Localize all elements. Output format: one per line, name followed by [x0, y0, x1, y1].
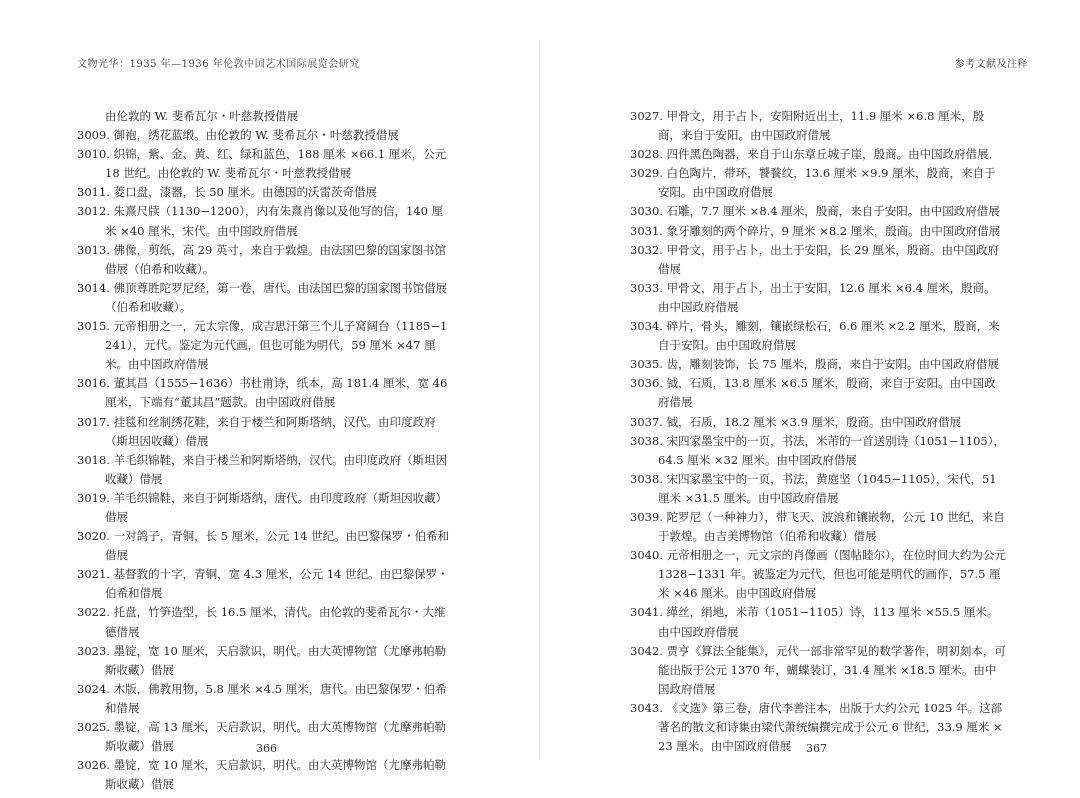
list-item: 3013. 佛像，剪纸，高 29 英寸，来自于敦煌。由法国巴黎的国家图书馆借展（伯希和收藏）。	[77, 242, 447, 276]
list-item: 3023. 墨锭，宽 10 厘米，天启款识，明代。由大英博物馆（尤摩弗帕勒斯收藏）借展	[77, 643, 447, 677]
entry-list-left	[77, 107, 453, 794]
list-item: 3020. 一对鸽子，青铜，长 5 厘米，公元 14 世纪。由巴黎保罗・伯希和借展	[77, 529, 450, 563]
list-item: 3028. 四件黑色陶器，来自于山东章丘城子崖，殷商。由中国政府借展．	[630, 147, 1001, 162]
list-item: 3038. 宋四家墨宝中的一页，书法，黄庭坚（1045−1105），宋代，51 厘米 ×31.5 厘米。由中国政府借展	[630, 471, 997, 505]
page-number-left: 366	[256, 742, 277, 755]
list-item: 3024. 木版，佛教用物，5.8 厘米 ×4.5 厘米，唐代。由巴黎保罗・伯希和借展	[77, 681, 447, 715]
list-item: 3016. 董其昌（1555−1636）书杜甫诗，纸本，高 181.4 厘米，宽 46 厘米，下端有“董其昌”题款。由中国政府借展	[77, 376, 448, 410]
list-item: 3039. 陀罗尼（一种神力），带飞天、波浪和镶嵌物，公元 10 世纪，来自于敦煌。由吉美博物馆（伯希和收藏）借展	[630, 509, 1005, 544]
list-item: 3041. 缂丝，绢地，米芾（1051−1105）诗，113 厘米 ×55.5 厘米。由中国政府借展	[630, 605, 999, 639]
list-item: 3042. 贾亨《算法全能集》，元代一部非常罕见的数学著作，明初刻本，可能出版于公元 1370 年，蝴蝶装订，31.4 厘米 ×18.5 厘米。由中国政府借展	[630, 643, 1006, 696]
list-item: 3014. 佛顶尊胜陀罗尼经，第一卷，唐代。由法国巴黎的国家图书馆借展（伯希和收藏）。	[77, 280, 448, 314]
list-item: 3031. 象牙雕刻的两个碎片，9 厘米 ×8.2 厘米，殷商。由中国政府借展	[630, 223, 1001, 238]
list-item: 由伦敦的 W. 斐希瓦尔・叶慈教授借展	[105, 109, 299, 123]
list-item: 3040. 元帝相册之一，元文宗的肖像画（图帖睦尔），在位时间大约为公元 1328−1331 年。被鉴定为元代，但也可能是明代的画作，57.5 厘米 ×46 厘米。由中国政府借展	[630, 548, 1006, 601]
list-item: 3036. 钺，石质，13.8 厘米 ×6.5 厘米，殷商，来自于安阳。由中国政府借展	[630, 376, 996, 410]
list-item: 3037. 钺，石质，18.2 厘米 ×3.9 厘米，殷商。由中国政府借展	[630, 414, 962, 429]
list-item: 3029. 白色陶片，带环，饕餮纹，13.6 厘米 ×9.9 厘米，殷商，来自于安阳。由中国政府借展	[630, 166, 996, 200]
list-item: 3017. 挂毯和丝制绣花鞋，来自于楼兰和阿斯塔纳，汉代。由印度政府（斯坦因收藏）借展	[77, 414, 436, 448]
list-item: 3032. 甲骨文，用于占卜，出土于安阳，长 29 厘米，殷商。由中国政府借展	[630, 242, 1000, 276]
list-item: 3030. 石雕，7.7 厘米 ×8.4 厘米，殷商，来自于安阳。由中国政府借展	[630, 204, 1000, 219]
list-item: 3012. 朱熹尺牍（1130−1200），内有朱熹肖像以及他写的信，140 厘米 ×40 厘米，宋代。由中国政府借展	[77, 204, 444, 238]
list-item: 3027. 甲骨文，用于占卜，安阳附近出土，11.9 厘米 ×6.8 厘米，殷商，来自于安阳。由中国政府借展	[630, 109, 985, 143]
list-item: 3015. 元帝相册之一，元太宗像，成吉思汗第三个儿子窝阔台（1185−1241），元代。鉴定为元代画，但也可能为明代，59 厘米 ×47 厘米。由中国政府借展	[77, 319, 448, 372]
list-item: 3033. 甲骨文，用于占卜，出土于安阳，12.6 厘米 ×6.4 厘米，殷商。由中国政府借展	[630, 280, 996, 314]
list-item: 3034. 碎片，骨头，雕刻，镶嵌绿松石，6.6 厘米 ×2.2 厘米，殷商，来自于安阳。由中国政府借展	[630, 319, 1000, 353]
list-item: 3018. 羊毛织锦鞋，来自于楼兰和阿斯塔纳，汉代。由印度政府（斯坦因收藏）借展	[77, 452, 448, 486]
list-item: 3019. 羊毛织锦鞋，来自于阿斯塔纳，唐代。由印度政府（斯坦因收藏）借展	[77, 490, 448, 524]
running-head-left: 文物光华：1935 年—1936 年伦敦中国艺术国际展览会研究	[77, 59, 360, 70]
list-item: 3009. 御袍，绣花蓝缎。由伦敦的 W. 斐希瓦尔・叶慈教授借展	[77, 128, 399, 143]
list-item: 3035. 齿，雕刻装饰，长 75 厘米，殷商，来自于安阳。由中国政府借展	[630, 357, 1000, 372]
list-item: 3025. 墨锭，高 13 厘米，天启款识，明代。由大英博物馆（尤摩弗帕勒斯收藏）借展	[77, 720, 447, 754]
list-item: 3038. 宋四家墨宝中的一页，书法，米芾的一首送别诗（1051−1105），64.5 厘米 ×32 厘米。由中国政府借展	[630, 433, 1005, 467]
list-item: 3026. 墨锭，宽 10 厘米，天启款识，明代。由大英博物馆（尤摩弗帕勒斯收藏）借展	[77, 758, 447, 792]
running-head-right: 参考文献及注释	[954, 59, 1028, 70]
list-item: 3043. 《文选》第三卷，唐代李善注本，出版于大约公元 1025 年。这部著名的散文和诗集由梁代萧统编撰完成于公元 6 世纪，33.9 厘米 ×23 厘米。由中国政府借展	[630, 700, 1003, 754]
page-number-right: 367	[806, 742, 827, 755]
right-page	[540, 0, 1080, 798]
list-item: 3022. 托盘，竹笋造型，长 16.5 厘米，清代。由伦敦的斐希瓦尔・大维德借展	[77, 605, 446, 639]
entry-list-right	[630, 107, 1006, 756]
list-item: 3011. 菱口盘，漆器，长 50 厘米。由德国的沃雷茨奇借展	[77, 185, 378, 200]
list-item: 3021. 基督教的十字，青铜，宽 4.3 厘米，公元 14 世纪。由巴黎保罗・伯希和借展	[77, 567, 449, 601]
list-item: 3010. 织锦，紫、金、黄、红、绿和蓝色，188 厘米 ×66.1 厘米，公元 18 世纪。由伦敦的 W. 斐希瓦尔・叶慈教授借展	[77, 147, 447, 181]
